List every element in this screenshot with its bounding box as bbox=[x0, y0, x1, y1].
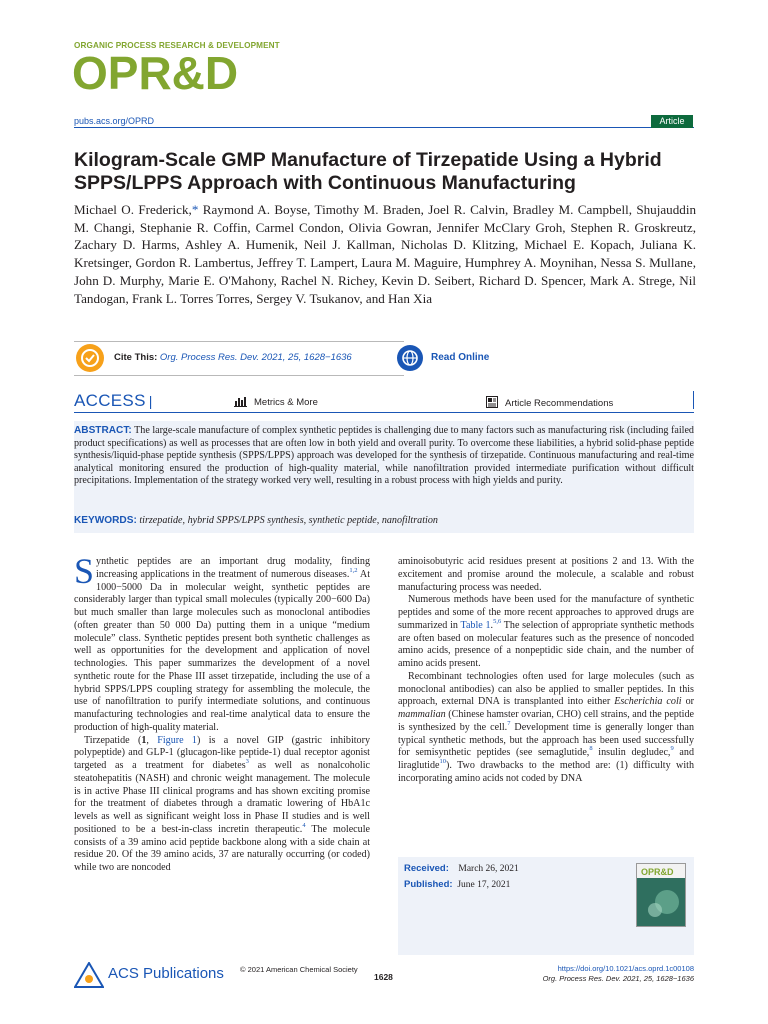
citation-5-6[interactable]: 5,6 bbox=[493, 617, 502, 625]
para2-text-e: The molecule consists of a 39 amino acid peptide backbone along with a side chain at residue 20. Of the 39 amino acids, 37 are naturally occurring (or coded) while two are noncoded bbox=[74, 823, 370, 873]
keywords bbox=[74, 515, 694, 528]
cite-this bbox=[114, 352, 352, 363]
journal-cover-thumbnail[interactable] bbox=[636, 863, 686, 927]
publication-dates-box bbox=[398, 857, 694, 955]
recomb-text-d: insulin degludec, bbox=[592, 747, 671, 759]
author-list bbox=[74, 201, 696, 307]
citation-9[interactable]: 9 bbox=[670, 745, 674, 753]
abstract bbox=[74, 425, 694, 488]
intro-text-b: At 1000−5000 Da in molecular weight, synthetic peptides are considerably larger than typical small molecules (typically 200−600 Da) but much smaller than large molecules such as monoclonal antibodies (often greater than 50 000 Da) putting them in a unique “medium molecule” class. Synthetic peptides present both synthetic challenges as well as opportunities for the development and application of novel technologies. This paper summarizes the development of a novel synthetic route for the Phase III asset tirzepatide, including the use of a hybrid SPPS/LPPS coupling strategy for assembling the molecule, the use of nanofiltration to purify intermediate solutions, and continuous manufacturing technologies and real-time analytical data to ensure the production of high-quality material. bbox=[74, 568, 370, 733]
access-bar-underline bbox=[74, 412, 694, 413]
right-paragraph-1: aminoisobutyric acid residues present at positions 2 and 13. With the excitement and promise around the molecule, a scalable and robust manufacturing process was needed. bbox=[398, 556, 694, 593]
para2-text-b: , bbox=[146, 734, 158, 746]
recomb-text-e: and liraglutide bbox=[398, 747, 694, 771]
acs-publications-logo-text[interactable]: ACS Publications bbox=[108, 965, 224, 982]
published-value: June 17, 2021 bbox=[457, 880, 511, 890]
bar-chart-icon bbox=[234, 396, 247, 410]
abstract-text: The large-scale manufacture of complex synthetic peptides is challenging due to many factors such as manufacturing risk (including failed product specifications) as well as processes that are often low in both yield and overall purity. To overcome these liabilities, a hybrid solid-phase peptide synthesis/liquid-phase peptide synthesis (SPPS/LPPS) approach was developed for the synthesis of tirzepatide. Continuous manufacturing and real-time analytical monitoring ensured the production of high-quality material, while nanofiltration provided intermediate purification without difficult precipitations. Implementation of the strategy worked very well, resulting in a robust process with high yields and purity. bbox=[74, 425, 694, 487]
acs-logo-icon[interactable] bbox=[74, 962, 104, 993]
citation-1-2[interactable]: 1,2 bbox=[349, 566, 358, 574]
access-bar-end-divider bbox=[693, 391, 694, 409]
cite-divider-top bbox=[74, 341, 404, 342]
copyright-notice: © 2021 American Chemical Society bbox=[240, 965, 358, 974]
cover-thumb-text: OPR&D bbox=[641, 867, 674, 877]
read-online-link[interactable]: Read Online bbox=[431, 352, 490, 363]
figure-1-link[interactable]: Figure 1 bbox=[157, 734, 197, 746]
recomb-text-f: ). Two drawbacks to the method are: (1) difficulty with incorporating amino acids not coded by DNA bbox=[398, 760, 694, 784]
recomb-or: or bbox=[681, 696, 695, 708]
methods-paragraph: Numerous methods have been used for the manufacture of synthetic peptides and some of the more recent approaches to approved drugs are summarized in Table 1.$^{5,6}$ The selection of appropriate synthetic methods are often based on molecular features such as the presence of noncoded amino acids, presence of a nonpeptidic side chain, and the number of amino acids present. bbox=[398, 594, 695, 669]
citation-7[interactable]: 7 bbox=[507, 719, 511, 727]
recombinant-paragraph bbox=[398, 671, 694, 786]
access-bar bbox=[74, 389, 694, 415]
body-column-right bbox=[398, 556, 694, 786]
doi-link[interactable]: https://doi.org/10.1021/acs.oprd.1c00108 bbox=[557, 964, 694, 973]
intro-text-a: ynthetic peptides are an important drug modality, finding increasing applications in the treatment of numerous diseases. bbox=[96, 556, 370, 580]
recomb-text-c: Development time is generally longer than typical synthetic methods, but the approach has been used successfully for semisynthetic peptides (see semaglutide, bbox=[398, 721, 695, 759]
para2-text-d: as well as nonalcoholic steatohepatitis (NASH) and chronic weight management. The molecule is in active Phase III clinical programs and has shown exciting promise for the treatment of diabetes through a dramatic lowering of HbA1c levels as well as significant weight loss in Phase II studies and is well positioned to be a best-in-class incretin therapeutic. bbox=[74, 760, 370, 835]
citation-3[interactable]: 3 bbox=[245, 758, 249, 765]
intro-paragraph bbox=[74, 551, 370, 735]
footer-citation: Org. Process Res. Dev. 2021, 25, 1628−1636 bbox=[542, 974, 694, 983]
journal-url-link[interactable]: pubs.acs.org/OPRD bbox=[74, 116, 155, 126]
cite-label: Cite This: bbox=[114, 352, 158, 363]
author-first[interactable]: Michael O. Frederick, bbox=[74, 202, 192, 217]
journal-logo[interactable] bbox=[72, 51, 272, 100]
abstract-box bbox=[74, 421, 694, 533]
page-number: 1628 bbox=[374, 972, 393, 982]
article-recommendations-button[interactable] bbox=[486, 396, 613, 411]
keywords-heading: KEYWORDS: bbox=[74, 515, 137, 526]
citation-4[interactable]: 4 bbox=[302, 821, 306, 829]
received-label: Received: bbox=[404, 863, 449, 874]
article-type-badge: Article bbox=[651, 115, 693, 128]
metrics-button[interactable] bbox=[234, 396, 318, 410]
cite-divider-bottom bbox=[74, 375, 404, 376]
methods-text-b: The selection of appropriate synthetic methods are often based on molecular features such as the presence of noncoded amino acids, presence of a nonpeptidic side chain, and the number of amino acids present. bbox=[398, 619, 695, 669]
cite-check-icon[interactable] bbox=[76, 344, 104, 372]
read-online-globe-icon[interactable] bbox=[397, 345, 423, 371]
corresponding-author-mark[interactable]: * bbox=[191, 202, 199, 217]
cite-bar bbox=[74, 344, 694, 372]
received-date bbox=[404, 863, 519, 874]
compound-1-label: 1 bbox=[141, 734, 147, 746]
ecoli-term: Escherichia coli bbox=[614, 696, 682, 708]
mammalian-term: mammalian bbox=[398, 709, 446, 720]
methods-text-a: Numerous methods have been used for the manufacture of synthetic peptides and some of the more recent approaches to approved drugs are summarized in bbox=[398, 594, 694, 631]
recomb-text-a: Recombinant technologies often used for large molecules (such as monoclonal antibodies) can also be applied to smaller peptides. In this approach, external DNA is transplanted into either bbox=[398, 670, 694, 708]
para2-text-c: ) is a novel GIP (gastric inhibitory polypeptide) and GLP-1 (glucagon-like peptide-1) dual receptor agonist targeted as a treatment for diabetes bbox=[74, 734, 371, 771]
citation-10[interactable]: 10 bbox=[439, 758, 446, 765]
citation-8[interactable]: 8 bbox=[589, 745, 593, 753]
header-divider bbox=[74, 127, 694, 128]
tirzepatide-paragraph bbox=[74, 735, 370, 875]
recommendations-icon bbox=[486, 396, 498, 411]
access-label: ACCESS | bbox=[74, 391, 153, 410]
journal-tagline: ORGANIC PROCESS RESEARCH & DEVELOPMENT bbox=[74, 41, 280, 50]
journal-logo-text: OPR&D bbox=[72, 51, 239, 95]
article-title: Kilogram-Scale GMP Manufacture of Tirzepatide Using a Hybrid SPPS/LPPS Approach with Continuous Manufacturing bbox=[74, 149, 662, 194]
cite-reference-link[interactable]: Org. Process Res. Dev. 2021, 25, 1628−1636 bbox=[159, 352, 352, 363]
received-value: March 26, 2021 bbox=[458, 864, 519, 874]
published-label: Published: bbox=[404, 879, 453, 890]
keywords-text: tirzepatide, hybrid SPPS/LPPS synthesis, synthetic peptide, nanofiltration bbox=[139, 515, 438, 526]
drop-cap: S bbox=[74, 551, 95, 591]
author-rest: Raymond A. Boyse, Timothy M. Braden, Joel R. Calvin, Bradley M. Campbell, Shujauddin M. Changi, Stephanie R. Coffin, Carmel Condon, Olivia Gowran, Jennifer McClary Groh, Stephen R. Groskreutz, Zachary D. Harms, Ashley A. Humenik, Neil J. Kallman, Nicholas D. Klitzing, Michael E. Kopach, Juliana K. Kretsinger, Gordon R. Lambertus, Jeffrey T. Lampert, Laura M. Maguire, Humphrey A. Moynihan, Nessa S. Mullane, John D. Murphy, Marie E. O'Mahony, Rachel N. Richey, Kevin D. Seibert, Richard D. Spencer, Mark A. Strege, Nil Tandogan, Frank L. Torres Torres, Sergey V. Tsukanov, and Han Xia bbox=[74, 202, 697, 306]
body-column-left bbox=[74, 551, 371, 875]
table-1-link[interactable]: Table 1 bbox=[460, 619, 491, 631]
recomb-text-b: (Chinese hamster ovarian, CHO) cell strains, and the peptide is synthesized by the cell. bbox=[398, 709, 694, 733]
abstract-heading: ABSTRACT: bbox=[74, 425, 132, 436]
recommendations-label: Article Recommendations bbox=[505, 398, 614, 409]
published-date bbox=[404, 879, 510, 890]
para2-text-a: Tirzepatide ( bbox=[84, 734, 142, 746]
access-text: ACCESS bbox=[74, 391, 146, 410]
metrics-label: Metrics & More bbox=[254, 397, 318, 408]
